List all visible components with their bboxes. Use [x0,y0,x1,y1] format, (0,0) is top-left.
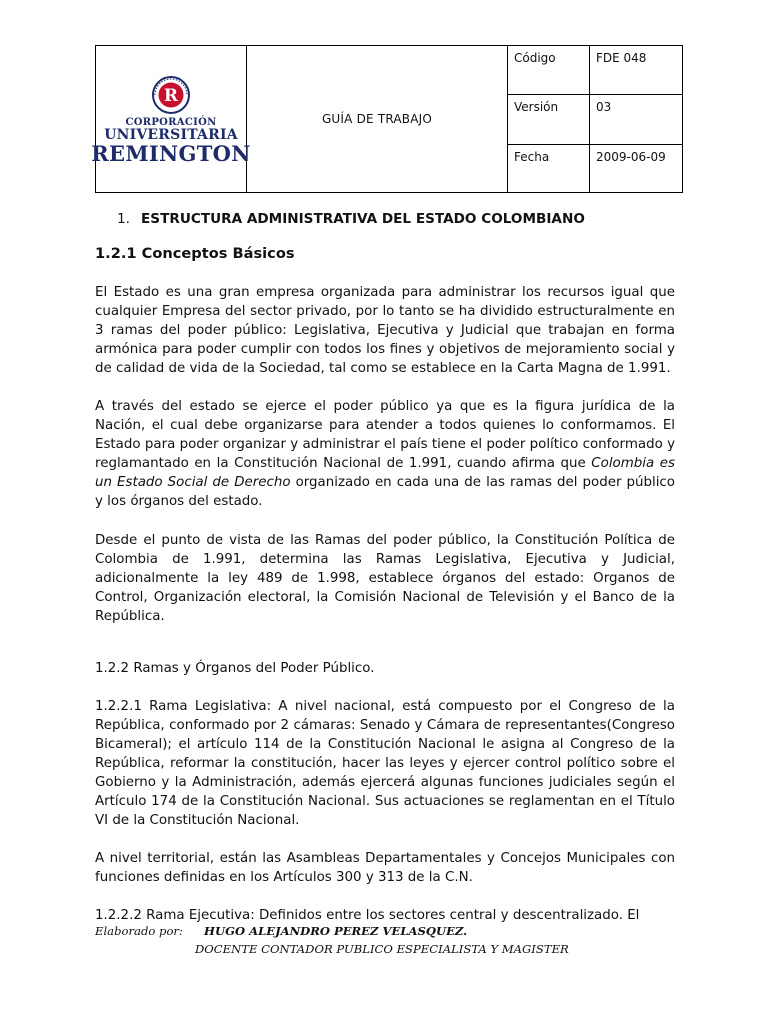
logo-line-3: REMINGTON [91,141,251,166]
page-footer [95,922,695,958]
document-body [95,210,675,925]
paragraph-3: Desde el punto de vista de las Ramas del poder público, la Constitución Política de Colombia de 1.991, determina las Ramas Legislativa, Ejecutiva y Judicial, adicionalmente la ley 489 de 1.998, establece órganos del estado: Organos de Control, Organización electoral, la Comisión Nacional de Televisión y el Banco de la República. [95,533,675,624]
seal-icon [149,75,193,115]
section-number: 1. [117,211,130,227]
author-role: DOCENTE CONTADOR PUBLICO ESPECIALISTA Y MAGISTER [195,942,569,956]
code-value: FDE 048 [590,46,683,95]
date-label: Fecha [508,144,590,192]
paragraph-2-italic: Colombia es un Estado Social de Derecho [95,456,675,490]
logo-line-1: CORPORACIÓN [125,117,217,128]
section-heading [117,210,675,229]
paragraph-2-text-b: organizado en cada una de las ramas del poder público y los órganos del estado. [95,475,675,509]
author-name: HUGO ALEJANDRO PEREZ VELASQUEZ. [204,924,468,938]
version-value: 03 [590,95,683,144]
paragraph-2 [95,397,675,511]
paragraph-1: El Estado es una gran empresa organizada para administrar los recursos igual que cualquier Empresa del sector privado, por lo tanto se ha dividido estructuralmente en 3 ramas del poder público: Legislativa, Ejecutiva y Judicial que trabajan en forma armónica para poder cumplir con todos los fines y objetivos de mejoramiento social y de calidad de vida de la Sociedad, tal como se establece en la Carta Magna de 1.991. [95,285,675,376]
svg-text:R: R [163,86,179,106]
paragraph-6: A nivel territorial, están las Asambleas Departamentales y Concejos Municipales con funciones definidas en los Artículos 300 y 313 de la C.N. [95,851,675,885]
paragraph-7: 1.2.2.2 Rama Ejecutiva: Definidos entre los sectores central y descentralizado. El [95,908,640,923]
university-logo [91,73,251,166]
version-label: Versión [508,95,590,144]
logo-line-2: UNIVERSITARIA [104,127,238,143]
code-label: Código [508,46,590,95]
section-title: ESTRUCTURA ADMINISTRATIVA DEL ESTADO COLOMBIANO [141,211,585,227]
date-value: 2009-06-09 [590,144,683,192]
paragraph-5: 1.2.2.1 Rama Legislativa: A nivel nacional, está compuesto por el Congreso de la República, conformado por 2 cámaras: Senado y Cámara de representantes(Congreso Bicameral); el artículo 114 de la Constitución Nacional le asigna al Congreso de la República, reformar la constitución, hacer las leyes y ejercer control político sobre el Gobierno y la Administración, además ejercerá algunas funciones judiciales según el Artículo 174 de la Constitución Nacional. Sus actuaciones se reglamentan en el Título VI de la Constitución Nacional. [95,699,675,828]
document-title: GUÍA DE TRABAJO [247,46,508,193]
logo-cell [91,46,251,193]
paragraph-2-text-a: A través del estado se ejerce el poder público ya que es la figura jurídica de la Nación, el cual debe organizarse para atender a todos quienes lo conformamos. El Estado para poder organizar y administrar el país tiene el poder político conformado y reglamantado en la Constitución Nacional de 1.991, cuando afirma que [95,399,675,471]
subsection-heading: 1.2.1 Conceptos Básicos [95,245,295,262]
footer-label: Elaborado por: [95,924,183,938]
document-header-table [91,45,683,193]
paragraph-4: 1.2.2 Ramas y Órganos del Poder Público. [95,661,375,676]
